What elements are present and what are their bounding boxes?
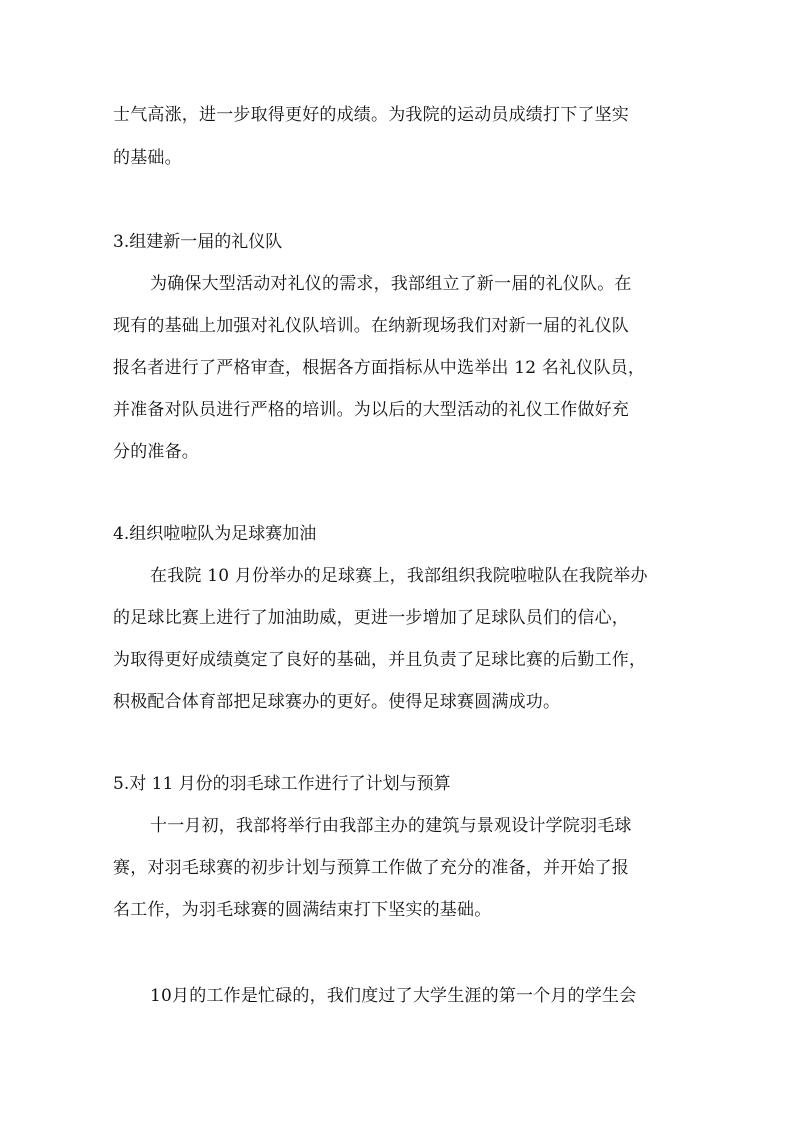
section-3-line-1: 为确保大型活动对礼仪的需求，我部组立了新一届的礼仪队。在 <box>150 274 632 294</box>
section-5-line-1: 十一月初，我部将举行由我部主办的建筑与景观设计学院羽毛球 <box>150 816 632 836</box>
section-heading-5: 5.对 11 月份的羽毛球工作进行了计划与预算 <box>113 774 451 794</box>
section-4-line-3: 为取得更好成绩奠定了良好的基础，并且负责了足球比赛的后勤工作， <box>113 650 647 670</box>
section-4-line-2: 的足球比赛上进行了加油助威，更进一步增加了足球队员们的信心， <box>113 608 629 628</box>
section-3-line-3: 报名者进行了严格审查，根据各方面指标从中选举出 12 名礼仪队员， <box>113 358 646 378</box>
section-4-line-1: 在我院 10 月份举办的足球赛上，我部组织我院啦啦队在我院举办 <box>150 566 648 586</box>
section-5-line-3: 名工作，为羽毛球赛的圆满结束打下坚实的基础。 <box>113 900 492 920</box>
section-5-line-2: 赛，对羽毛球赛的初步计划与预算工作做了充分的准备，并开始了报 <box>113 858 629 878</box>
intro-line-1: 士气高涨，进一步取得更好的成绩。为我院的运动员成绩打下了坚实 <box>113 105 629 125</box>
section-3-line-4: 并准备对队员进行严格的培训。为以后的大型活动的礼仪工作做好充 <box>113 400 629 420</box>
section-3-line-5: 分的准备。 <box>113 442 199 462</box>
section-heading-4: 4.组织啦啦队为足球赛加油 <box>113 524 317 544</box>
section-3-line-2: 现有的基础上加强对礼仪队培训。在纳新现场我们对新一届的礼仪队 <box>113 316 629 336</box>
intro-line-2: 的基础。 <box>113 148 182 168</box>
section-4-line-4: 积极配合体育部把足球赛办的更好。使得足球赛圆满成功。 <box>113 692 561 712</box>
section-heading-3: 3.组建新一届的礼仪队 <box>113 232 283 252</box>
closing-line-1: 10月的工作是忙碌的，我们度过了大学生涯的第一个月的学生会 <box>150 986 637 1006</box>
